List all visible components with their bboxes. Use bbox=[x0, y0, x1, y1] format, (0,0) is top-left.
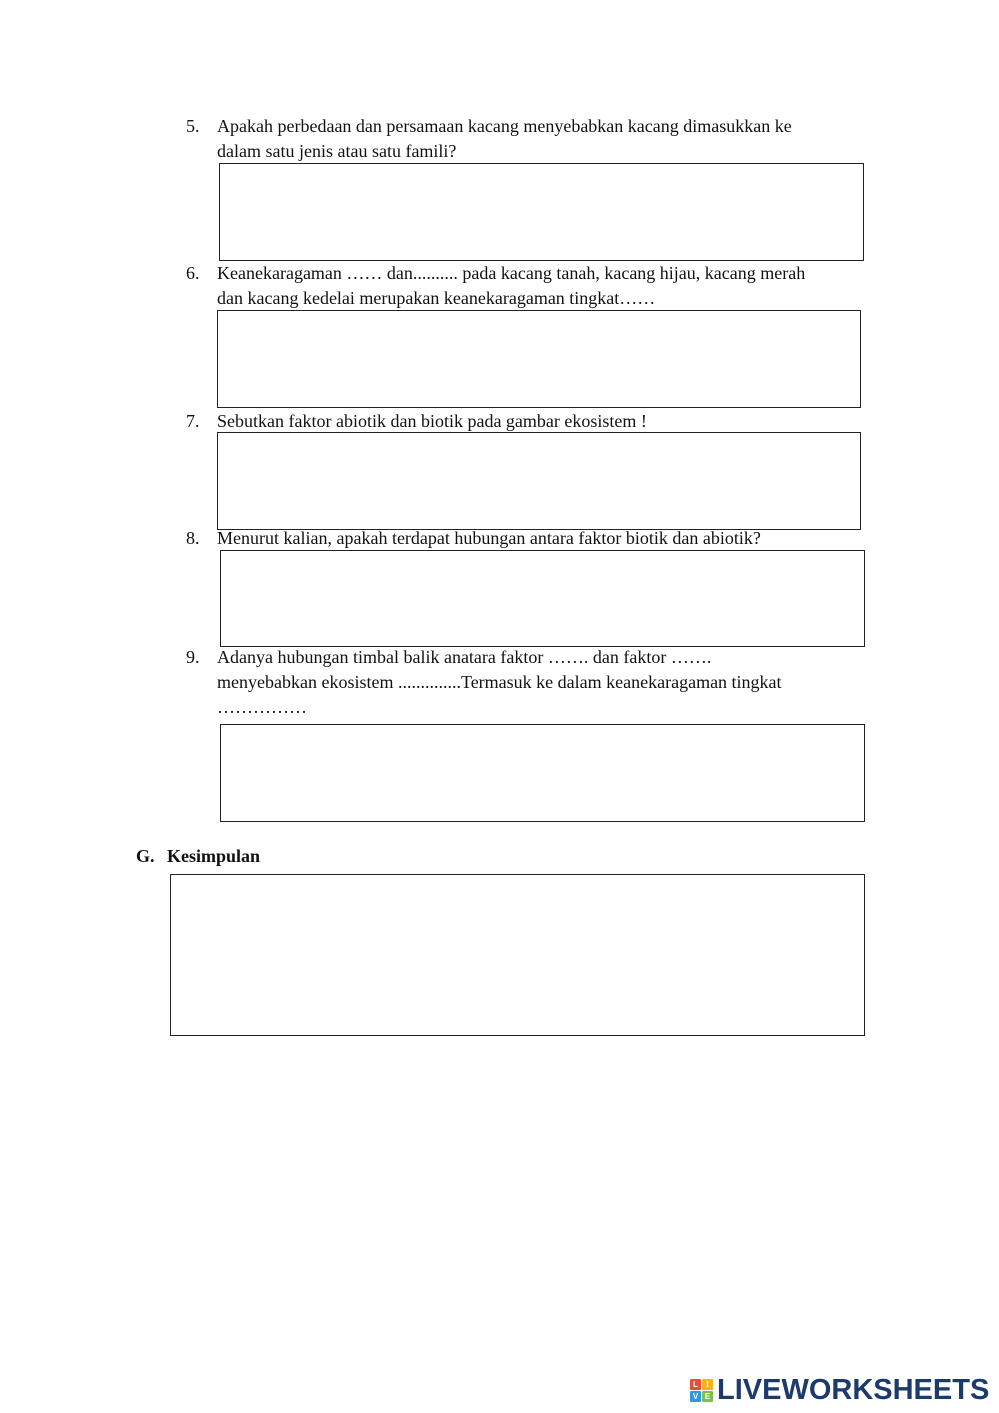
question-6-line-2: dan kacang kedelai merupakan keanekaragaman tingkat…… bbox=[217, 288, 656, 308]
brand-name: LIVEWORKSHEETS bbox=[717, 1373, 990, 1406]
question-5-number: 5. bbox=[186, 116, 200, 136]
question-9-line-3: …………… bbox=[217, 697, 307, 717]
logo-letter-v: V bbox=[690, 1391, 701, 1402]
question-9-number: 9. bbox=[186, 647, 200, 667]
answer-box-8[interactable] bbox=[220, 550, 865, 647]
question-6-line-1: Keanekaragaman …… dan.......... pada kacang tanah, kacang hijau, kacang merah bbox=[217, 263, 806, 283]
answer-box-5[interactable] bbox=[219, 163, 864, 261]
question-8-number: 8. bbox=[186, 528, 200, 548]
answer-box-9[interactable] bbox=[220, 724, 865, 822]
answer-box-6[interactable] bbox=[217, 310, 861, 408]
question-5-line-1: Apakah perbedaan dan persamaan kacang menyebabkan kacang dimasukkan ke bbox=[217, 116, 792, 136]
logo-letter-l: L bbox=[690, 1379, 701, 1390]
question-6-number: 6. bbox=[186, 263, 200, 283]
question-9-line-2: menyebabkan ekosistem ..............Termasuk ke dalam keanekaragaman tingkat bbox=[217, 672, 782, 692]
question-7-line-1: Sebutkan faktor abiotik dan biotik pada gambar ekosistem ! bbox=[217, 411, 647, 431]
conclusion-answer-box[interactable] bbox=[170, 874, 865, 1036]
question-7-number: 7. bbox=[186, 411, 200, 431]
section-letter: G. bbox=[136, 846, 155, 866]
question-5-line-2: dalam satu jenis atau satu famili? bbox=[217, 141, 457, 161]
question-9-line-1: Adanya hubungan timbal balik anatara faktor ……. dan faktor ……. bbox=[217, 647, 712, 667]
liveworksheets-logo-icon bbox=[690, 1379, 713, 1402]
logo-letter-i: I bbox=[702, 1379, 713, 1390]
liveworksheets-brand bbox=[690, 1373, 989, 1407]
logo-letter-e: E bbox=[702, 1391, 713, 1402]
section-title: Kesimpulan bbox=[167, 846, 261, 866]
answer-box-7[interactable] bbox=[217, 432, 861, 530]
question-8-line-1: Menurut kalian, apakah terdapat hubungan antara faktor biotik dan abiotik? bbox=[217, 528, 761, 548]
